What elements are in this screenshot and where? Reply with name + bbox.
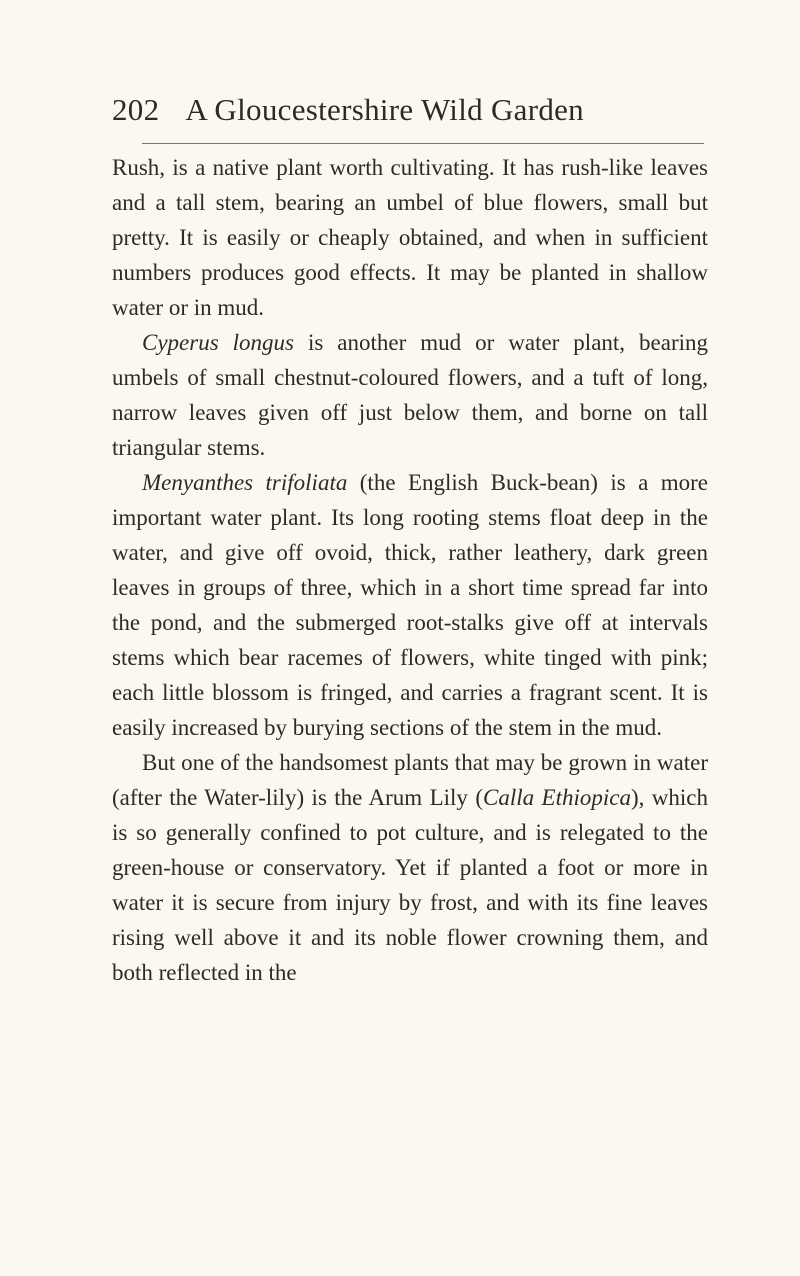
species-name: Calla Ethiopica bbox=[483, 785, 631, 810]
paragraph-text: (the English Buck-bean) is a more important water plant. Its long rooting stems float deep in the water, and give off ovoid, thick, rather leathery, dark green leaves in groups of three, which in a short time spread far into the pond, and the submerged root-stalks give off at intervals stems which bear racemes of flowers, white tinged with pink; each little blossom is fringed, and carries a fragrant scent. It is easily increased by burying sections of the stem in the mud. bbox=[112, 470, 708, 740]
paragraph-text: Rush, is a native plant worth cultivating. It has rush-like leaves and a tall stem, bearing an umbel of blue flowers, small but pretty. It is easily or cheaply obtained, and when in sufficient numbers produces good effects. It may be planted in shallow water or in mud. bbox=[112, 155, 708, 320]
paragraph bbox=[112, 325, 708, 465]
page-number: 202 bbox=[112, 92, 160, 127]
header-rule bbox=[142, 143, 704, 144]
species-name: Cyperus longus bbox=[142, 330, 294, 355]
paragraph-text: ), which is so generally confined to pot culture, and is relegated to the green-house or conservatory. Yet if planted a foot or more in water it is secure from injury by frost, and with its fine leaves rising well above it and its noble flower crowning them, and both reflected in the bbox=[112, 785, 708, 985]
paragraph-text: is another mud or water plant, bearing umbels of small chestnut-coloured flowers, and a tuft of long, narrow leaves given off just below them, and borne on tall triangular stems. bbox=[112, 330, 708, 460]
paragraph bbox=[112, 465, 708, 745]
running-header bbox=[112, 88, 692, 132]
species-name: Menyanthes trifoliata bbox=[142, 470, 348, 495]
paragraph bbox=[112, 150, 708, 325]
paragraph bbox=[112, 745, 708, 990]
paragraph-text: But one of the handsomest plants that may be grown in water (after the Water-lily) is the Arum Lily ( bbox=[112, 750, 708, 810]
body-text bbox=[112, 150, 708, 990]
running-title: A Gloucestershire Wild Garden bbox=[185, 92, 584, 127]
